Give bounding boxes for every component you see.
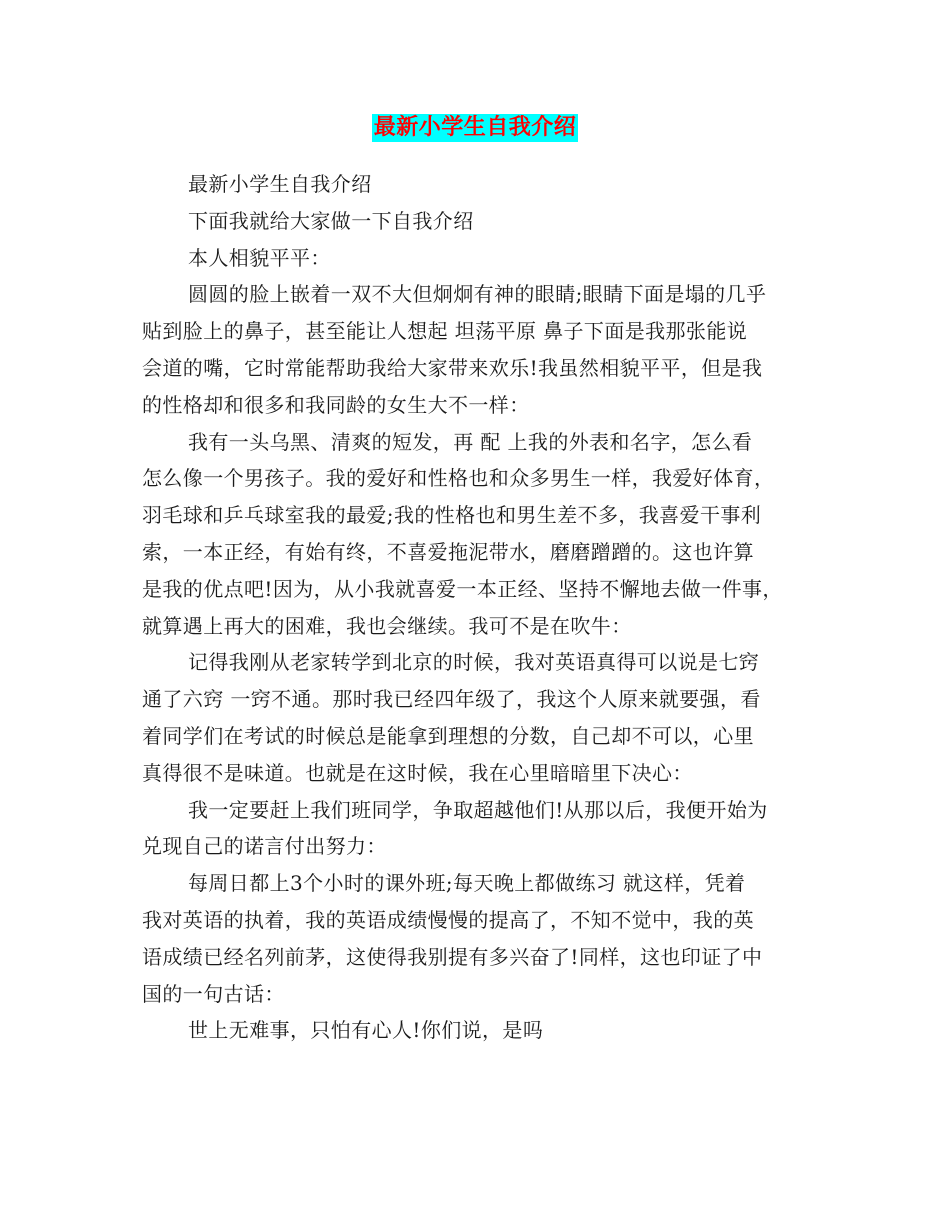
text-line: 是我的优点吧!因为，从小我就喜爱一本正经、坚持不懈地去做一件事， [142,576,783,601]
text-line: 会道的嘴，它时常能帮助我给大家带来欢乐!我虽然相貌平平，但是我 [142,355,763,380]
text-line: 贴到脸上的鼻子，甚至能让人想起 坦荡平原 鼻子下面是我那张能说 [142,319,748,344]
text-line: 国的一句古话： [142,981,285,1006]
text-line: 就算遇上再大的困难，我也会继续。我可不是在吹牛： [142,613,632,638]
text-line: 羽毛球和乒乓球室我的最爱;我的性格也和男生差不多，我喜爱干事利 [142,503,762,528]
text-line: 真得很不是味道。也就是在这时候，我在心里暗暗里下决心： [142,760,693,785]
text-line: 每周日都上3个小时的课外班;每天晚上都做练习 就这样，凭着 [188,871,746,896]
title-wrapper [0,114,950,142]
text-line: 世上无难事，只怕有心人!你们说，是吗 [188,1018,544,1043]
text-line: 怎么像一个男孩子。我的爱好和性格也和众多男生一样，我爱好体育， [142,466,775,491]
text-line: 下面我就给大家做一下自我介绍 [188,208,474,233]
text-line: 我对英语的执着，我的英语成绩慢慢的提高了，不知不觉中，我的英 [142,907,754,932]
text-line: 最新小学生自我介绍 [188,172,372,196]
text-line: 的性格却和很多和我同龄的女生大不一样： [142,392,530,417]
text-line: 圆圆的脸上嵌着一双不大但炯炯有神的眼睛;眼睛下面是塌的几乎 [188,282,767,307]
text-line: 我有一头乌黑、清爽的短发，再 配 上我的外表和名字，怎么看 [188,429,753,454]
document-title: 最新小学生自我介绍 [373,115,577,140]
text-line: 语成绩已经名列前茅，这使得我别提有多兴奋了!同样，这也印证了中 [142,944,763,969]
text-line: 索，一本正经，有始有终，不喜爱拖泥带水，磨磨蹭蹭的。这也许算 [142,539,754,564]
text-line: 兑现自己的诺言付出努力： [142,834,387,859]
text-line: 记得我刚从老家转学到北京的时候，我对英语真得可以说是七窍 [188,650,760,675]
text-line: 本人相貌平平： [188,245,331,270]
text-line: 我一定要赶上我们班同学，争取超越他们!从那以后，我便开始为 [188,797,768,822]
document-body [142,166,814,1049]
text-line: 着同学们在考试的时候总是能拿到理想的分数，自己却不可以，心里 [142,723,754,748]
text-line: 通了六窍 一窍不通。那时我已经四年级了，我这个人原来就要强，看 [142,687,761,712]
